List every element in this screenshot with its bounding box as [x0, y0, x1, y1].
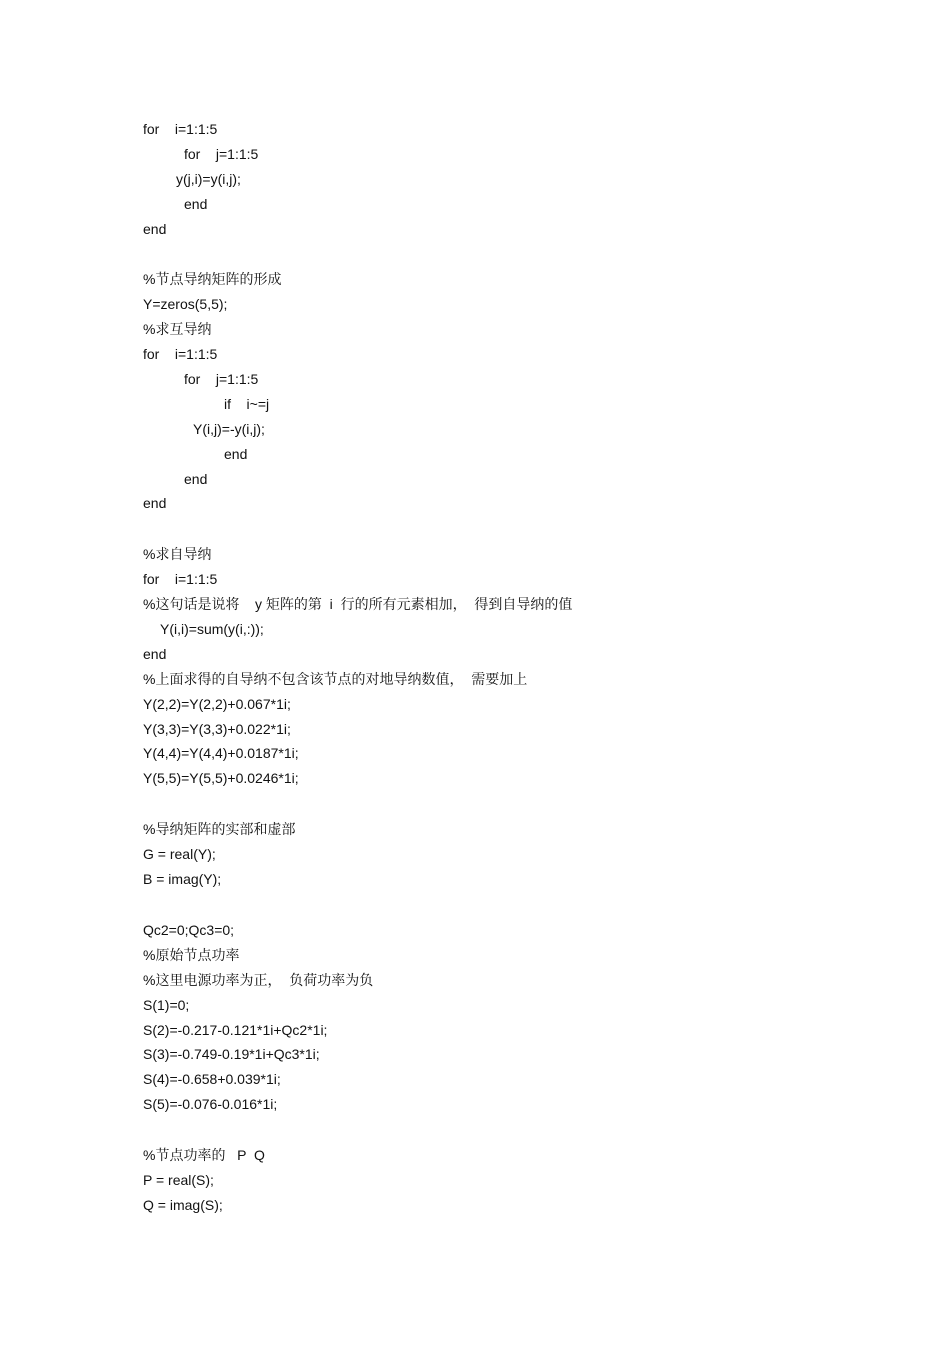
code-line: S(3)=-0.749-0.19*1i+Qc3*1i; [143, 1046, 320, 1063]
code-line: %这里电源功率为正， 负荷功率为负 [143, 971, 374, 988]
code-line: Q = imag(S); [143, 1196, 223, 1213]
code-listing [143, 117, 843, 1218]
code-line: Y(4,4)=Y(4,4)+0.0187*1i; [143, 745, 299, 762]
code-line: end [143, 645, 167, 662]
code-line: S(2)=-0.217-0.121*1i+Qc2*1i; [143, 1021, 328, 1038]
code-line: P = real(S); [143, 1171, 214, 1188]
code-line: Y(i,j)=-y(i,j); [193, 420, 265, 437]
code-line: end [224, 445, 248, 462]
code-line: %导纳矩阵的实部和虚部 [143, 821, 296, 838]
code-line: Qc2=0;Qc3=0; [143, 921, 235, 938]
code-line: end [143, 495, 167, 512]
blank-line [143, 791, 843, 817]
code-line: Y(2,2)=Y(2,2)+0.067*1i; [143, 695, 291, 712]
code-line: %节点功率的 P Q [143, 1147, 265, 1164]
code-line: %节点导纳矩阵的形成 [143, 271, 282, 288]
code-line: S(4)=-0.658+0.039*1i; [143, 1071, 281, 1088]
code-line: %这句话是说将 y 矩阵的第 i 行的所有元素相加， 得到自导纳的值 [143, 596, 573, 613]
code-line: for j=1:1:5 [184, 371, 259, 388]
code-line: B = imag(Y); [143, 871, 222, 888]
code-line: end [143, 220, 167, 237]
code-line: Y(i,i)=sum(y(i,:)); [160, 621, 264, 638]
blank-line [143, 516, 843, 542]
code-line: Y=zeros(5,5); [143, 296, 228, 313]
code-line: if i~=j [224, 395, 270, 412]
code-line: Y(3,3)=Y(3,3)+0.022*1i; [143, 720, 291, 737]
code-line: for i=1:1:5 [143, 346, 218, 363]
code-line: %求互导纳 [143, 321, 212, 338]
code-line: for i=1:1:5 [143, 121, 218, 137]
code-line: S(5)=-0.076-0.016*1i; [143, 1096, 278, 1113]
code-line: end [184, 195, 208, 212]
code-line: %求自导纳 [143, 546, 212, 563]
blank-line [143, 892, 843, 918]
code-line: y(j,i)=y(i,j); [176, 170, 241, 187]
code-line: %上面求得的自导纳不包含该节点的对地导纳数值， 需要加上 [143, 670, 528, 687]
code-line: for i=1:1:5 [143, 571, 218, 588]
code-line: Y(5,5)=Y(5,5)+0.0246*1i; [143, 770, 299, 787]
blank-line [143, 1117, 843, 1143]
blank-line [143, 241, 843, 267]
code-line: G = real(Y); [143, 846, 216, 863]
code-line: for j=1:1:5 [184, 145, 259, 162]
code-line: end [184, 470, 208, 487]
code-line: S(1)=0; [143, 996, 190, 1013]
code-line: %原始节点功率 [143, 946, 240, 963]
